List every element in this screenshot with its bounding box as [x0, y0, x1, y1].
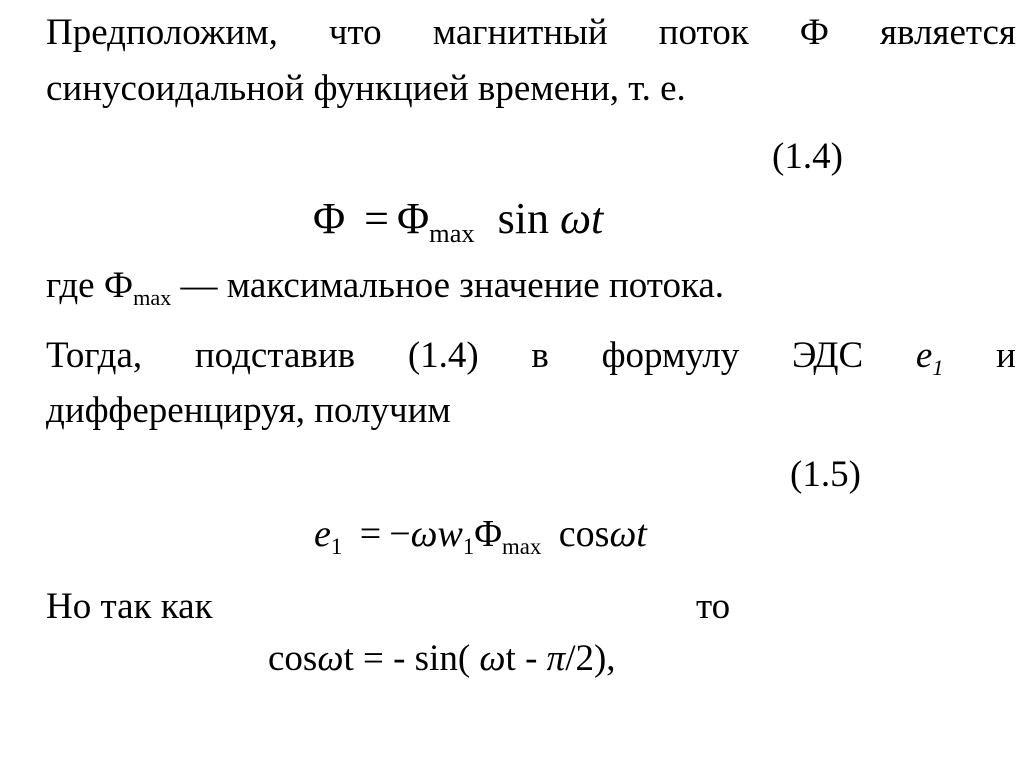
- subscript-max: max: [133, 284, 172, 310]
- word: и: [996, 335, 1016, 376]
- equals-sign: =: [359, 513, 382, 555]
- equals-sign: =: [364, 194, 389, 243]
- equation-cos-sin: [268, 640, 616, 677]
- word: Тогда,: [46, 335, 143, 376]
- word: является: [879, 12, 1016, 53]
- paragraph-3-line-2: дифференцируя, получим: [46, 390, 451, 431]
- word: в: [531, 335, 549, 376]
- paragraph-1-line-1: [46, 14, 1016, 51]
- paragraph-4-left: Но так как: [46, 586, 213, 627]
- phi-symbol: Φ: [313, 194, 346, 243]
- word: магнитный: [432, 12, 608, 53]
- cos-function: cos: [558, 513, 610, 555]
- equation-number-1-4: (1.4): [772, 136, 843, 177]
- word: формулу: [601, 335, 740, 376]
- paragraph-2: [46, 265, 725, 310]
- eq3-text: cos: [268, 638, 318, 679]
- paragraph-2-prefix: где Ф: [46, 265, 134, 306]
- word: поток: [658, 12, 749, 53]
- paragraph-2-rest: — максимальное значение потока.: [171, 265, 725, 306]
- omega-symbol: ω: [317, 638, 344, 679]
- word: Предположим,: [46, 12, 278, 53]
- eq3-text: /2),: [565, 638, 616, 679]
- word: Ф: [799, 12, 829, 53]
- phi-symbol: Φ: [474, 513, 503, 555]
- w-variable: w: [437, 513, 463, 555]
- word: ЭДС: [791, 335, 864, 376]
- phi-symbol: Φ: [397, 194, 430, 243]
- subscript-1: 1: [462, 533, 475, 559]
- pi-symbol: π: [546, 638, 566, 679]
- word: (1.4): [407, 335, 479, 376]
- eq3-text: t -: [505, 638, 547, 679]
- word: что: [328, 12, 382, 53]
- omega-symbol: ω: [559, 194, 592, 243]
- eq3-text: t = - sin(: [343, 638, 480, 679]
- omega-symbol: ω: [609, 513, 637, 555]
- t-variable: t: [636, 513, 647, 555]
- omega-symbol: ω: [479, 638, 506, 679]
- equation-1-4: [313, 194, 604, 249]
- word: подставив: [194, 335, 356, 376]
- equation-1-5: [314, 513, 647, 559]
- minus-sign: −: [389, 513, 411, 555]
- paragraph-1-line-2: синусоидальной функцией времени, т. е.: [46, 68, 686, 109]
- subscript-max: max: [502, 533, 542, 559]
- sin-function: sin: [497, 194, 549, 243]
- e-variable: e: [314, 513, 331, 555]
- equation-number-1-5: (1.5): [790, 454, 861, 495]
- paragraph-4-right: то: [696, 586, 731, 627]
- t-variable: t: [591, 194, 604, 243]
- subscript-1: 1: [330, 533, 343, 559]
- subscript-max: max: [429, 218, 475, 249]
- emf-variable: $e_1$: [915, 335, 944, 380]
- omega-symbol: ω: [410, 513, 438, 555]
- paragraph-3-line-1: [46, 335, 1016, 380]
